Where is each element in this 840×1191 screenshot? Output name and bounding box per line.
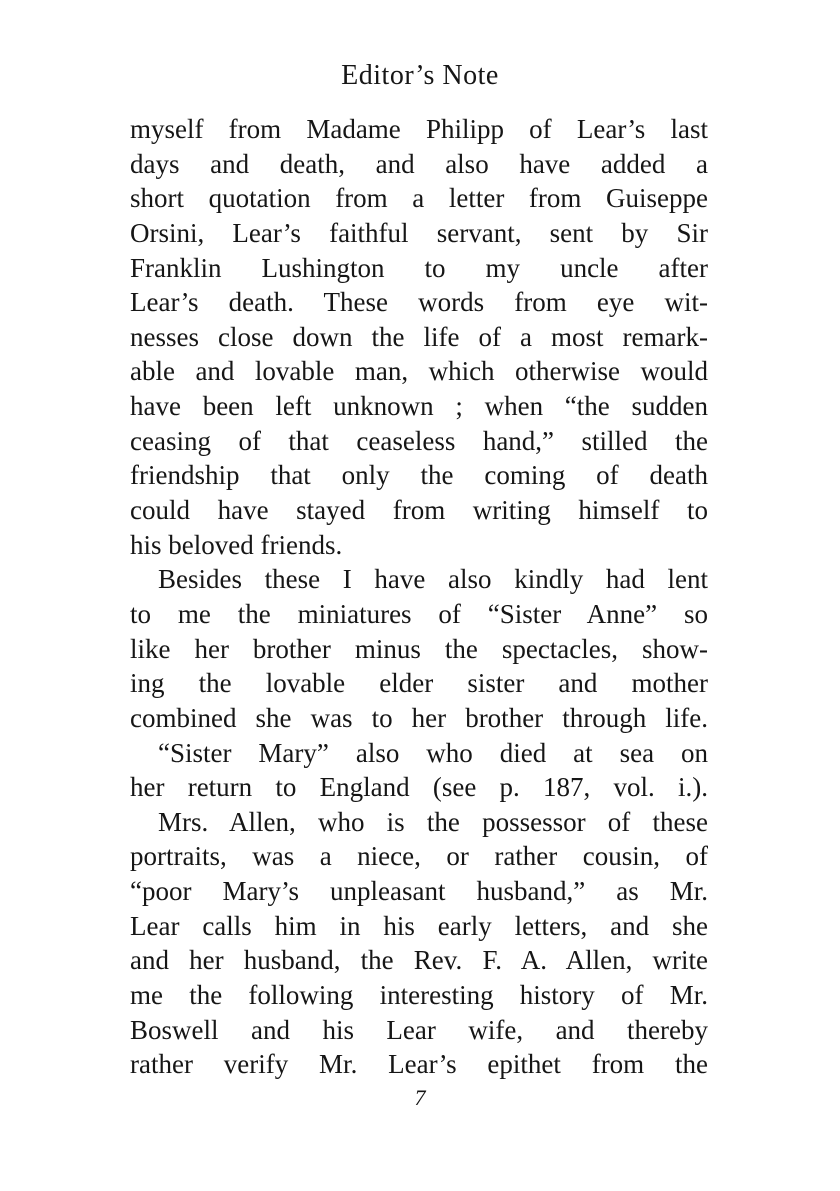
- text-line: days and death, and also have added a: [130, 148, 708, 179]
- text-line: could have stayed from writing himself to: [130, 495, 708, 526]
- running-head: Editor’s Note: [341, 60, 499, 91]
- body-text: [130, 112, 708, 1082]
- text-line: like her brother minus the spectacles, show-: [130, 633, 708, 664]
- text-line: Lear calls him in his early letters, and she: [130, 910, 708, 941]
- text-line: myself from Madame Philipp of Lear’s last: [130, 114, 708, 144]
- text-line: his beloved friends.: [130, 529, 343, 560]
- text-line: ing the lovable elder sister and mother: [130, 668, 708, 699]
- text-line: to me the miniatures of “Sister Anne” so: [130, 598, 708, 629]
- text-line: friendship that only the coming of death: [130, 460, 708, 491]
- page-number: 7: [414, 1085, 426, 1110]
- text-line: nesses close down the life of a most remark-: [130, 321, 708, 352]
- text-line: ceasing of that ceaseless hand,” stilled the: [130, 425, 708, 456]
- text-line: combined she was to her brother through life.: [130, 702, 708, 733]
- text-line: her return to England (see p. 187, vol. i.).: [130, 772, 708, 803]
- text-line: “poor Mary’s unpleasant husband,” as Mr.: [130, 876, 708, 907]
- text-line: Besides these I have also kindly had lent: [158, 564, 708, 595]
- text-line: Orsini, Lear’s faithful servant, sent by Sir: [130, 217, 708, 248]
- text-line: Lear’s death. These words from eye wit-: [130, 287, 708, 318]
- text-line: Mrs. Allen, who is the possessor of these: [158, 806, 708, 837]
- text-line: rather verify Mr. Lear’s epithet from the: [130, 1049, 708, 1080]
- text-line: portraits, was a niece, or rather cousin, of: [130, 841, 708, 872]
- text-line: me the following interesting history of Mr.: [130, 980, 708, 1011]
- text-line: “Sister Mary” also who died at sea on: [158, 737, 708, 768]
- text-line: and her husband, the Rev. F. A. Allen, write: [130, 945, 708, 976]
- text-line: Boswell and his Lear wife, and thereby: [130, 1014, 708, 1045]
- text-line: able and lovable man, which otherwise would: [130, 356, 708, 387]
- text-line: Franklin Lushington to my uncle after: [130, 252, 708, 283]
- text-line: short quotation from a letter from Guiseppe: [130, 183, 708, 214]
- text-line: have been left unknown ; when “the sudden: [130, 391, 708, 422]
